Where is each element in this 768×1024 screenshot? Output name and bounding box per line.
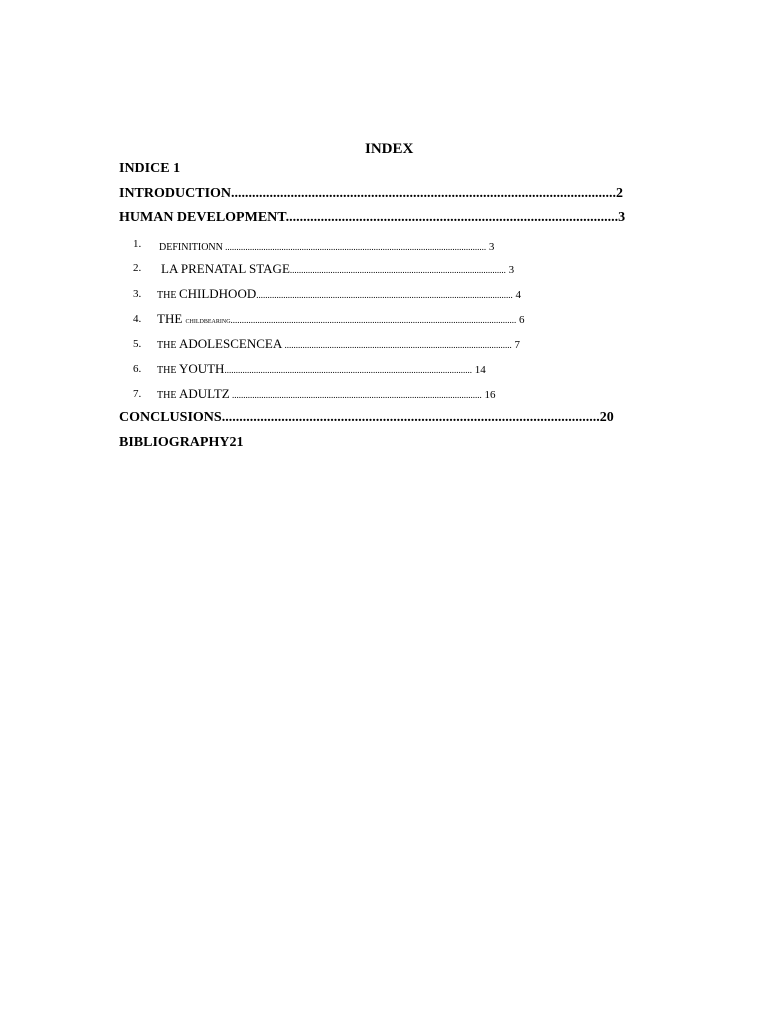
toc-item-leader: ..................................................................................................... — [282, 340, 512, 350]
toc-entry-conclusions: CONCLUSIONS............................................................................................................20 — [119, 410, 614, 425]
toc-item-number: 7. — [133, 388, 142, 400]
toc-item-label: CHILDHOOD — [178, 286, 257, 301]
toc-item-adultz — [157, 386, 496, 402]
toc-item-youth — [157, 361, 486, 377]
toc-item-page: 6 — [516, 314, 525, 326]
toc-item-label: ADULTZ — [178, 386, 230, 401]
toc-item-label: DEFINITIONN — [159, 242, 223, 253]
toc-entry-introduction: INTRODUCTION..............................................................................................................2 — [119, 186, 624, 201]
toc-item-prefix: THE — [157, 290, 179, 301]
toc-item-number: 3. — [133, 288, 142, 300]
toc-item-prefix: THE — [157, 311, 186, 326]
toc-item-label: ADOLESCENCEA — [178, 336, 283, 351]
toc-item-number: 2. — [133, 262, 142, 274]
toc-entry-bibliography: BIBLIOGRAPHY21 — [119, 435, 244, 450]
toc-item-label: LA PRENATAL STAGE — [161, 261, 290, 276]
toc-item-leader: ............................................................................................................................... — [230, 315, 517, 325]
toc-item-number: 5. — [133, 338, 142, 350]
toc-item-page: 7 — [511, 339, 520, 351]
toc-item-childbearing — [157, 311, 525, 327]
toc-item-leader: .................................................................................................................... — [222, 242, 487, 252]
toc-item-page: 3 — [505, 264, 515, 276]
toc-entry-indice: INDICE 1 — [119, 161, 181, 176]
toc-item-label: childbearing — [185, 315, 231, 325]
toc-item-leader: ................................................................................................ — [289, 265, 506, 275]
toc-item-page: 4 — [512, 289, 521, 301]
toc-item-prefix: THE — [157, 365, 179, 376]
toc-item-adolescence — [157, 336, 520, 352]
toc-item-leader: .............................................................................................................. — [224, 365, 472, 375]
toc-item-prefix: THE — [157, 390, 179, 401]
toc-entry-human-development: HUMAN DEVELOPMENT...............................................................................................3 — [119, 210, 626, 225]
toc-item-childhood — [157, 286, 521, 302]
toc-item-number: 4. — [133, 313, 142, 325]
toc-item-page: 3 — [486, 241, 495, 253]
toc-item-prenatal-stage — [161, 261, 514, 277]
toc-item-label: YOUTH — [178, 361, 225, 376]
toc-item-prefix: THE — [157, 340, 179, 351]
toc-item-page: 14 — [471, 364, 486, 376]
toc-item-leader: ............................................................................................................... — [229, 390, 482, 400]
toc-item-leader: .................................................................................................................. — [256, 290, 513, 300]
index-title: INDEX — [365, 141, 414, 157]
toc-item-definition — [159, 238, 494, 254]
toc-item-number: 6. — [133, 363, 142, 375]
toc-item-number: 1. — [133, 238, 142, 250]
toc-item-page: 16 — [481, 389, 496, 401]
